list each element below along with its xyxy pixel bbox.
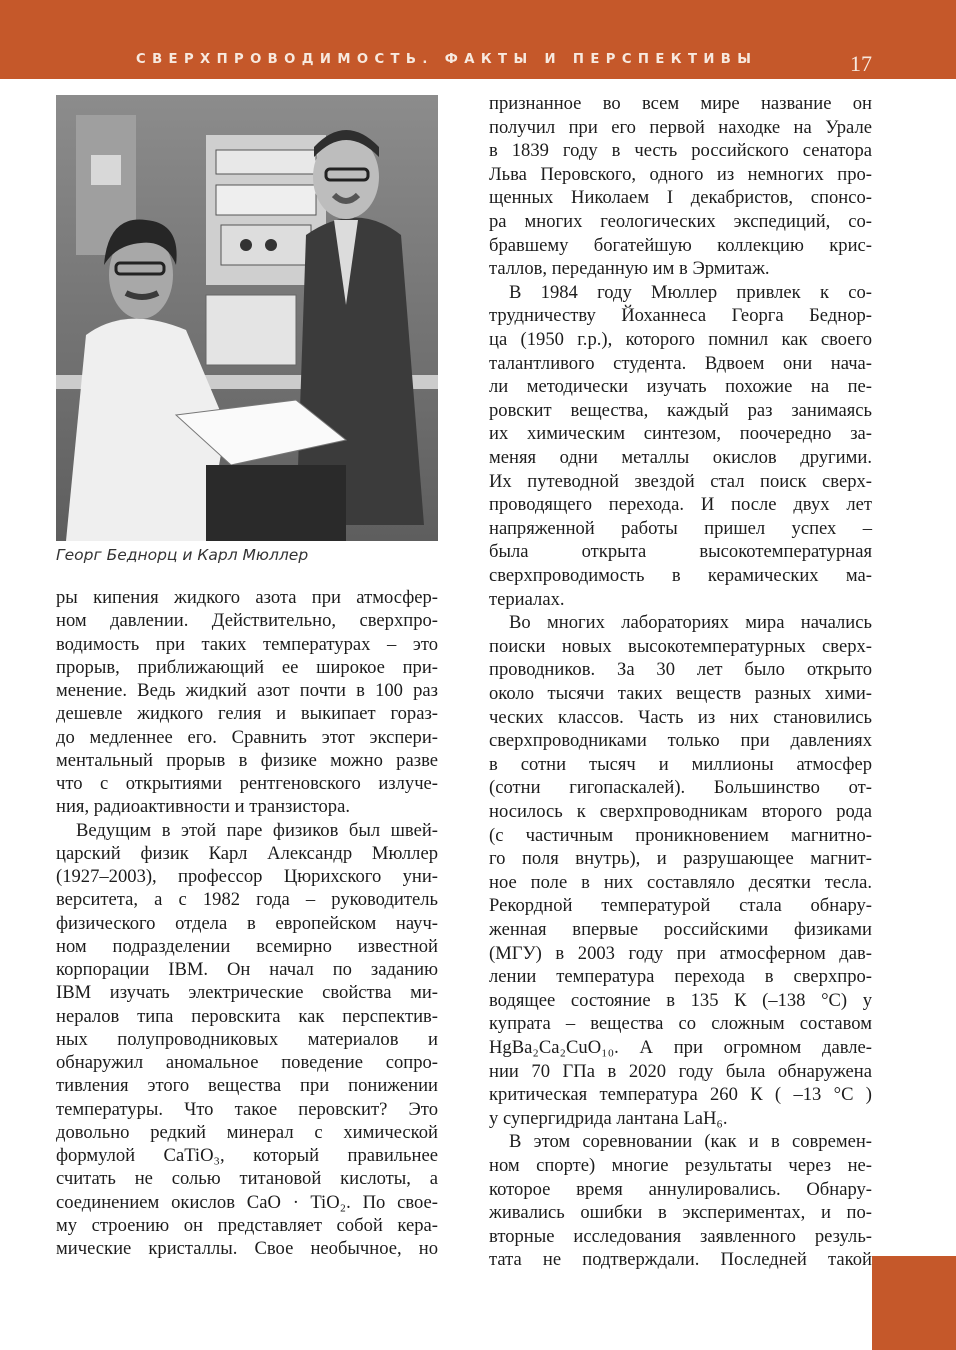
text-line: напряженной работы пришел успех – [489, 517, 872, 539]
text-line: температуры. Что такое перовскит? Это [56, 1098, 438, 1120]
text-line: ца (1950 г.р.), которого помнил как своего [489, 329, 872, 350]
text-line: тата не подтверждали. Последней такой [489, 1249, 872, 1271]
text-line: мические кристаллы. Свое необычное, но [56, 1238, 438, 1259]
text-line: получил при его первой находке на Урале [489, 116, 872, 138]
text-line: го поля внутрь), и разрушающее магнит- [489, 848, 872, 870]
text-line: формулой CaTiO₃, который правильнее [56, 1145, 438, 1166]
photo-bednorz-muller [56, 95, 438, 541]
text-line: водящее состояние в 135 К (–138 °С) у [489, 989, 872, 1011]
text-line: признанное во всем мире название он [489, 93, 872, 114]
corner-tab [872, 1256, 956, 1350]
text-line: проводящего перехода. И после двух лет [489, 494, 872, 516]
text-line: что с открытиями рентгеновского излуче- [56, 773, 438, 794]
text-line: считать не солью титановой кислоты, а [56, 1168, 438, 1190]
text-line: соединением окислов CaO · TiO₂. По свое- [56, 1191, 438, 1213]
text-line: меняя одни металлы окислов другими. [489, 447, 872, 468]
text-line: до медленнее его. Сравнить этот экспери- [56, 726, 438, 748]
text-line: трудничеству Йоханнеса Георга Беднор- [489, 305, 872, 327]
text-line: корпорации IBM. Он начал по заданию [56, 959, 438, 980]
page-number: 17 [850, 51, 872, 76]
text-line: щенных Николаем I декабристов, спонсо- [489, 187, 872, 209]
text-line: ном спорте) многие результаты через не- [489, 1155, 872, 1176]
photo-caption: Георг Беднорц и Карл Мюллер [56, 546, 309, 564]
text-line: царский физик Карл Александр Мюллер [56, 842, 438, 864]
text-line: ное поле в них составляло десятки тесла. [489, 871, 872, 893]
text-line: HgBa₂Ca₂CuO₁₀. А при огромном давле- [489, 1037, 872, 1058]
text-line: Рекордной температурой стала обнару- [489, 895, 872, 917]
text-line: дешевле жидкого гелия и выкипает горaз- [56, 703, 438, 725]
text-line: проводников. За 30 лет было открыто [489, 659, 872, 681]
text-line: В этом соревновании (как и в современ- [509, 1131, 872, 1153]
text-line: Льва Перовского, одного из немногих про- [489, 163, 872, 185]
text-line: Во многих лабораториях мира начались [509, 612, 872, 634]
text-line: ческих классов. Часть из них становились [489, 706, 872, 728]
running-title: СВЕРХПРОВОДИМОСТЬ. ФАКТЫ И ПЕРСПЕКТИВЫ [136, 52, 758, 67]
text-line: в сотни тысяч и миллионы атмосфер [489, 753, 872, 775]
text-line: нералов типа перовскита как перспектив- [56, 1005, 438, 1027]
text-line: нии 70 ГПа в 2020 году была обнаружена [489, 1060, 872, 1082]
text-line: прорыв, приближающий ее широкое при- [56, 656, 438, 678]
text-line: их химическим синтезом, поочередно за- [489, 423, 872, 445]
text-line: IBM изучать электрические свойства ми- [56, 982, 438, 1004]
text-line: (МГУ) в 2003 году при атмосферном дав- [489, 942, 872, 964]
text-line: ли методически изучать похожие на пе- [489, 376, 872, 398]
text-line: сверхпроводниками только при давлениях [489, 730, 872, 752]
text-line: женная впервые российскими физиками [489, 919, 872, 940]
text-line: которое время аннулировались. Обнару- [489, 1178, 872, 1200]
text-line: обнаружил аномальное поведение сопро- [56, 1052, 438, 1073]
text-line: ровскит вещества, каждый раз занимаясь [489, 399, 872, 421]
text-line: сверхпроводимость в керамических ма- [489, 565, 872, 586]
text-line: носилось к сверхпроводникам второго рода [489, 801, 872, 822]
text-line: В 1984 году Мюллер привлек к со- [509, 281, 872, 303]
text-line: ра многих геологических экспедиций, со- [489, 211, 872, 232]
text-line: физического отдела в европейском науч- [56, 912, 438, 934]
text-line: ном подразделении всемирно известной [56, 935, 438, 957]
text-line: таллов, переданную им в Эрмитаж. [489, 258, 770, 280]
text-line: ментальный прорыв в физике можно разве [56, 749, 438, 771]
text-line: териалах. [489, 588, 565, 610]
text-line: водимость при таких температурах – это [56, 633, 438, 655]
text-line: в 1839 году в честь российского сенатора [489, 140, 872, 162]
text-line: талантливого студента. Вдвоем они нача- [489, 352, 872, 374]
text-line: ры кипения жидкого азота при атмосфер- [56, 587, 438, 608]
text-line: была открыта высокотемпературная [489, 541, 872, 563]
text-line: критическая температура 260 К ( –13 °С ) [489, 1084, 872, 1106]
text-line: бравшему богатейшую коллекцию крис- [489, 234, 872, 256]
text-line: около тысячи таких веществ разных хими- [489, 683, 872, 704]
text-line: Их путеводной звездой стал поиск сверх- [489, 470, 872, 492]
text-line: Ведущим в этой паре физиков был швей- [76, 819, 438, 841]
text-line: (с частичным проникновением магнитно- [489, 824, 872, 846]
text-line: вторные исследования заявленного резуль- [489, 1225, 872, 1247]
text-line: (сотни гигопаскалей). Большинство от- [489, 777, 872, 799]
text-line: лении температура перехода в сверхпро- [489, 966, 872, 988]
text-line: довольно редкий минерал с химической [56, 1121, 438, 1143]
text-line: у супергидрида лантана LaH₆. [489, 1107, 728, 1129]
text-line: му строению он представляет собой кера- [56, 1214, 438, 1236]
text-line: верситета, а с 1982 года – руководитель [56, 889, 438, 911]
text-line: ния, радиоактивности и транзистора. [56, 796, 350, 818]
text-line: тивления этого вещества при понижении [56, 1075, 438, 1097]
text-line: (1927–2003), профессор Цюрихского уни- [56, 866, 438, 887]
text-line: ном давлении. Действительно, сверхпро- [56, 610, 438, 632]
text-line: поиски новых высокотемпературных сверх- [489, 635, 872, 657]
text-line: менение. Ведь жидкий азот почти в 100 раз [56, 680, 438, 701]
text-line: живались ошибки в экспериментах, и по- [489, 1202, 872, 1224]
header-band [0, 0, 956, 79]
text-line: ных полупроводниковых материалов и [56, 1028, 438, 1050]
text-line: купрата – вещества со сложным составом [489, 1013, 872, 1035]
